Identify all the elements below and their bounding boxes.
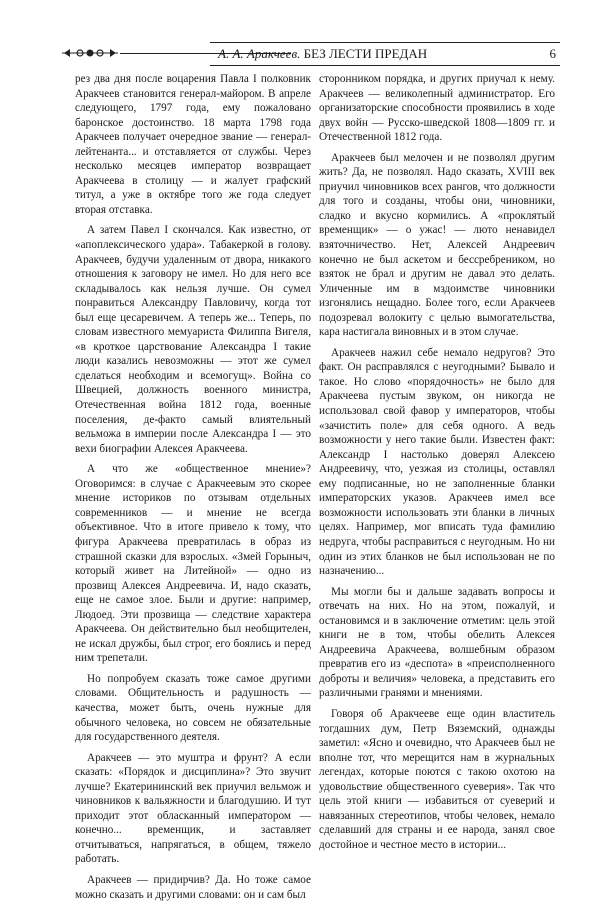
header-title [210, 46, 427, 62]
header-author: А. А. Аракчеев. [218, 46, 301, 61]
paragraph: А что же «общественное мнение»? Оговоримся: в случае с Аракчеевым это скорее мнение историков по отзывам отдельных современников — и мнение не всегда объективное. Что в итоге привело к тому, что фигура Аракчеева превратилась в образ из страшной сказки для взрослых. «Змей Горыныч, который живет на Литейной» — одно из прозвищ Алексея Андреевича. И, надо сказать, еще не самое злое. Были и другие: например, Людоед. Эти прозвища — следствие характера Аракчеева. Он действительно был необщителен, не искал дружбы, был строг, его боялись и перед ним трепетали. [75, 463, 311, 665]
paragraph: Но попробуем сказать тоже самое другими словами. Общительность и радушность — качества, может быть, очень нужные для обычного человека, но совсем не обязательные для государственного деятеля. [75, 672, 311, 744]
paragraph: Мы могли бы и дальше задавать вопросы и отвечать на них. Но на этом, пожалуй, и остановимся и в заключение отметим: цель этой книги не в том, чтобы обелить Алексея Андреевича Аракчеева, волшебным образом превратив его из «деспота» в «преисполненного доброты и величия» человека, а представить его различными гранями и мнениями. [319, 585, 555, 700]
paragraph: Говоря об Аракчееве еще один властитель тогдашних дум, Петр Вяземский, однажды заметил: «Ясно и очевидно, что Аракчеев был не вполне тот, что мерещится нам в журнальных легендах, которые поются с такою охотою на удовольствие общественного суеверия». Так что цель этой книги — избавиться от суеверий и навязанных стереотипов, чтобы человек, немало сделавший для страны и ее народа, занял свое достойное и честное место в истории... [319, 707, 555, 851]
ornament-icon [60, 45, 120, 61]
paragraph: сторонником порядка, и других приучал к нему. Аракчеев — великолепный администратор. Его организаторские способности проявились в ходе двух войн — Русско-шведской 1808—1809 гг. и Отечественной 1812 года. [319, 73, 555, 144]
header-book-title: БЕЗ ЛЕСТИ ПРЕДАН [303, 46, 428, 61]
paragraph: рез два дня после воцарения Павла I полковник Аракчеев становится генерал-майором. В апреле следующего, 1797 года, ему пожаловано баронское достоинство. 18 марта 1798 года Аракчеев получает очередное звание — генерал-лейтенанта... и отставляется от службы. Через несколько месяцев император возвращает Аракчеева в столицу — и жалует графский титул, а уже в октябре того же года следует вторая отставка. [75, 73, 311, 216]
paragraph: А затем Павел I скончался. Как известно, от «апоплексического удара». Табакеркой в голову. Аракчеев, будучи удаленным от двора, никакого отношения к заговору не имел. Но для него все складывалось как нельзя лучше. Он сумел понравиться Александру Павловичу, когда тот был еще цесаревичем. А теперь же... Теперь, по словам известного мемуариста Филиппа Вигеля, «в кроткое царствование Александра I такие люди казались невозможны — этот же сумел сделаться необходим и всемогущ». Война со Швецией, должность военного министра, Отечественная война 1812 года, военные поселения, де-факто самый влиятельный вельможа в империи после Александра I — это вехи биографии Алексея Аракчеева. [75, 224, 311, 455]
left-column [75, 72, 311, 908]
right-column [319, 72, 555, 858]
header-title-box [210, 42, 560, 66]
paragraph: Аракчеев нажил себе немало недругов? Это факт. Он расправлялся с неугодными? Бывало и такое. Но слово «порядочность» не было для Аракчеева пустым звуком, он никогда не использовал свой фавор у императоров, чтобы «зачистить поле» для себя одного. А ведь возможности у него такие были. Известен факт: Александр I настолько доверял Алексею Андреевичу, что, уезжая из столицы, оставлял ему подписанные, но не заполненные бланки императорских указов. Аракчеев имел все возможности использовать эти бланки в личных целях. Например, мог вписать туда фамилию недруга, чтобы расправиться с неугодным. Но ни один из этих бланков не был использован не по назначению... [319, 346, 555, 578]
page-number: 6 [549, 46, 556, 61]
paragraph: Аракчеев — придирчив? Да. Но тоже самое можно сказать и другими словами: он и сам был [75, 873, 311, 901]
paragraph: Аракчеев — это муштра и фрунт? А если сказать: «Порядок и дисциплина»? Это звучит лучше? Екатерининский век приучил вельмож и чиновников к вальяжности и благодушию. И тут приходит этот обласканный императором — конечно... временщик, и заставляет отчитываться, напрягаться, в общем, тяжело работать. [75, 751, 311, 866]
paragraph: Аракчеев был мелочен и не позволял другим жить? Да, не позволял. Надо сказать, XVIII век приучил чиновников всех рангов, что должности для того и созданы, чтобы они, чиновники, сладко и вкусно кормились. А «проклятый временщик» — о ужас! — люто ненавидел взяточничество. Нет, Алексей Андреевич конечно не был аскетом и бессребреником, но взяток не брал и другим не давал это делать. Уличенные им в мздоимстве чиновники изгонялись нещадно. Более того, если Аракчеев подозревал волокиту с целью вымогательства, кара настигала виновных и в этом случае. [319, 151, 555, 339]
running-header [60, 42, 560, 64]
